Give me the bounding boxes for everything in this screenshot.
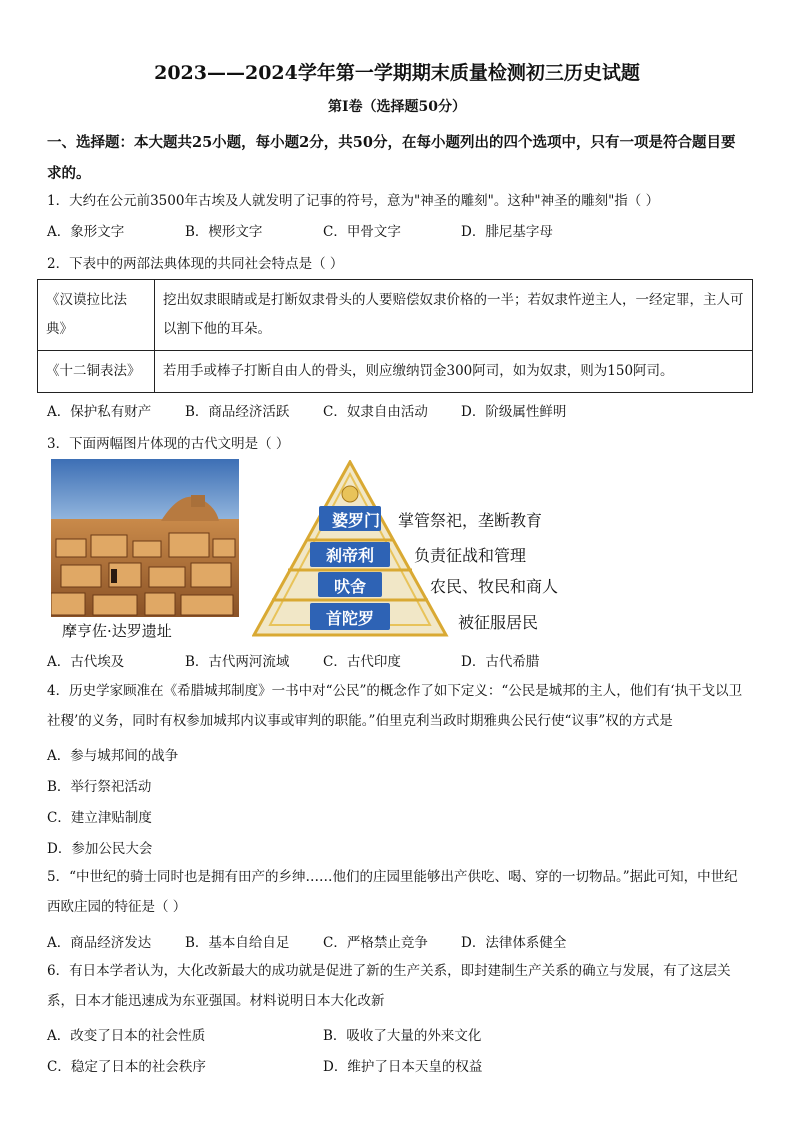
question-6-stem: 6．有日本学者认为，大化改新最大的成功就是促进了新的生产关系，即封建制生产关系的确立与发展，有了这层关系，日本才能迅速成为东亚强国。材料说明日本大化改新 [47, 963, 731, 1009]
question-3-options [47, 650, 599, 670]
law-content-cell: 挖出奴隶眼睛或是打断奴隶骨头的人要赔偿奴隶价格的一半；若奴隶忤逆主人，一经定罪，主人可以割下他的耳朵。 [155, 280, 753, 351]
q6-option-d: D．维护了日本天皇的权益 [323, 1059, 483, 1075]
q6-option-c: C．稳定了日本的社会秩序 [47, 1059, 206, 1075]
q2-option-b: B．商品经济活跃 [185, 404, 290, 420]
question-6-options-row2 [47, 1055, 599, 1075]
caste-vaishya: 吠舍 [334, 577, 367, 596]
q3-option-b: B．古代两河流域 [185, 654, 290, 670]
caste-vaishya-desc: 农民、牧民和商人 [430, 577, 559, 596]
caste-pyramid-diagram [252, 460, 582, 640]
question-2-options [47, 400, 599, 420]
q5-option-c: C．严格禁止竞争 [323, 935, 428, 951]
q6-option-b: B．吸收了大量的外来文化 [323, 1028, 482, 1044]
q4-option-a: A．参与城邦间的战争 [47, 748, 179, 764]
law-comparison-table [37, 279, 753, 393]
q5-option-d: D．法律体系健全 [461, 935, 567, 951]
question-6-options-row1 [47, 1024, 599, 1044]
exam-title: 2023——2024学年第一学期期末质量检测初三历史试题 [154, 62, 640, 84]
caste-shudra-desc: 被征服居民 [458, 613, 539, 632]
question-2-stem: 2．下表中的两部法典体现的共同社会特点是（ ） [47, 256, 344, 272]
q2-option-c: C．奴隶自由活动 [323, 404, 428, 420]
q1-option-a: A．象形文字 [47, 224, 125, 240]
q1-option-d: D．腓尼基字母 [461, 224, 553, 240]
q6-option-a: A．改变了日本的社会性质 [47, 1028, 206, 1044]
law-name-cell: 《汉谟拉比法典》 [38, 280, 155, 351]
question-5-options [47, 931, 599, 951]
caste-kshatriya: 刹帝利 [326, 546, 375, 565]
q2-option-a: A．保护私有财产 [47, 404, 152, 420]
law-name-cell: 《十二铜表法》 [38, 351, 155, 393]
table-row [38, 280, 753, 351]
q3-option-c: C．古代印度 [323, 654, 401, 670]
section-subtitle: 第Ⅰ卷（选择题50分） [327, 99, 467, 115]
q5-option-b: B．基本自给自足 [185, 935, 290, 951]
caste-brahmin: 婆罗门 [332, 511, 381, 530]
photo-caption: 摩亨佐·达罗遗址 [62, 622, 172, 640]
section-instructions: 一、选择题：本大题共25小题，每小题2分，共50分，在每小题列出的四个选项中，只有一项是符合题目要求的。 [47, 134, 736, 182]
law-content-cell: 若用手或棒子打断自由人的骨头，则应缴纳罚金300阿司，如为奴隶，则为150阿司。 [155, 351, 753, 393]
question-1-options [47, 220, 599, 240]
q1-option-b: B．楔形文字 [185, 224, 263, 240]
q4-option-c: C．建立津贴制度 [47, 810, 152, 826]
question-1-stem: 1．大约在公元前3500年古埃及人就发明了记事的符号，意为"神圣的雕刻"。这种"神圣的雕刻"指（ ） [47, 193, 660, 209]
caste-kshatriya-desc: 负责征战和管理 [414, 546, 527, 565]
question-3-stem: 3．下面两幅图片体现的古代文明是（ ） [47, 436, 290, 452]
q1-option-c: C．甲骨文字 [323, 224, 401, 240]
q4-option-b: B．举行祭祀活动 [47, 779, 152, 795]
q3-option-a: A．古代埃及 [47, 654, 125, 670]
q4-option-d: D．参加公民大会 [47, 841, 153, 857]
q3-option-d: D．古代希腊 [461, 654, 540, 670]
question-5-stem: 5．“中世纪的骑士同时也是拥有田产的乡绅……他们的庄园里能够出产供吃、喝、穿的一切物品。”据此可知，中世纪西欧庄园的特征是（ ） [47, 869, 738, 915]
caste-shudra: 首陀罗 [326, 609, 375, 628]
question-4-stem: 4．历史学家顾准在《希腊城邦制度》一书中对“公民”的概念作了如下定义：“公民是城邦的主人，他们有‘执干戈以卫社稷’的义务，同时有权参加城邦内议事或审判的职能。”伯里克利当政时期雅典公民行使“议事”权的方式是 [47, 683, 743, 729]
table-row [38, 351, 753, 393]
q2-option-d: D．阶级属性鲜明 [461, 404, 567, 420]
mohenjo-daro-photo [51, 459, 239, 617]
caste-brahmin-desc: 掌管祭祀，垄断教育 [398, 511, 543, 530]
q5-option-a: A．商品经济发达 [47, 935, 152, 951]
